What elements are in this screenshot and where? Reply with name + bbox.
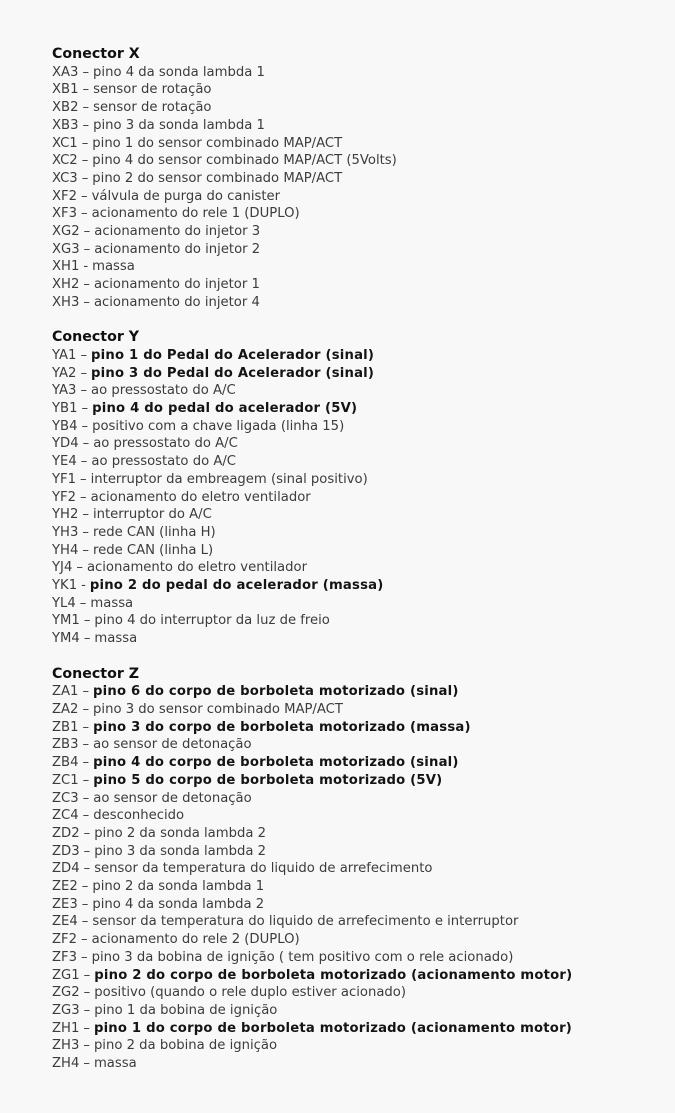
pin-code: ZE4 [52, 914, 78, 930]
pin-code: YA3 [52, 383, 77, 399]
pin-description: pino 3 do corpo de borboleta motorizado (massa) [93, 719, 471, 735]
pin-code: XG3 [52, 241, 80, 257]
pin-row [52, 400, 657, 418]
pin-row [52, 135, 657, 153]
pin-row [52, 931, 657, 949]
pin-row [52, 683, 657, 701]
pin-code: YJ4 [52, 560, 73, 576]
pin-row [52, 913, 657, 931]
pin-row [52, 772, 657, 790]
pin-row [52, 294, 657, 312]
pin-description: ao pressostato do A/C [93, 436, 238, 452]
pin-description: pino 5 do corpo de borboleta motorizado (5V) [93, 772, 443, 788]
pin-row [52, 435, 657, 453]
pin-code: ZD3 [52, 843, 80, 859]
pin-row [52, 896, 657, 914]
pin-separator: – [81, 932, 88, 948]
pin-code: XB2 [52, 100, 79, 116]
pin-separator: – [82, 542, 89, 558]
pin-code: YF2 [52, 489, 77, 505]
pin-code: XH3 [52, 294, 80, 310]
pin-code: ZE3 [52, 896, 78, 912]
pin-description: pino 3 da bobina de ignição ( tem positivo com o rele acionado) [91, 949, 514, 965]
pin-code: ZG2 [52, 985, 80, 1001]
pin-description: pino 1 do sensor combinado MAP/ACT [92, 135, 343, 151]
pin-code: YM4 [52, 631, 80, 647]
pin-description: pino 4 do interruptor da luz de freio [94, 613, 330, 629]
pin-row [52, 188, 657, 206]
pin-description: interruptor da embreagem (sinal positivo) [90, 471, 368, 487]
pin-row [52, 577, 657, 595]
pin-separator: – [82, 755, 90, 771]
pin-description: rede CAN (linha L) [92, 542, 214, 558]
pin-code: YB1 [52, 401, 78, 417]
pin-row [52, 205, 657, 223]
pin-separator: – [82, 684, 90, 700]
pin-separator: – [83, 224, 91, 240]
pin-row [52, 754, 657, 772]
pin-description: pino 4 do sensor combinado MAP/ACT (5Volts) [92, 153, 397, 169]
pin-separator: – [83, 843, 91, 859]
pin-row [52, 701, 657, 719]
pin-separator: – [82, 507, 89, 523]
pin-row [52, 223, 657, 241]
pin-description: sensor de rotação [93, 82, 212, 98]
pin-description: ao sensor de detonação [93, 737, 252, 753]
pin-row [52, 471, 657, 489]
pin-separator: – [80, 365, 88, 381]
pin-description: ao pressostato do A/C [91, 454, 236, 470]
pin-description: pino 1 do Pedal do Acelerador (sinal) [91, 347, 375, 363]
pin-separator: - [81, 578, 86, 594]
pin-code: ZB1 [52, 719, 79, 735]
pin-row [52, 382, 657, 400]
pin-row [52, 64, 657, 82]
pin-row [52, 1020, 657, 1038]
pin-code: YK1 [52, 578, 78, 594]
pin-code: XH2 [52, 277, 80, 293]
pin-description: acionamento do injetor 3 [94, 224, 261, 240]
pin-description: pino 6 do corpo de borboleta motorizado (sinal) [93, 684, 459, 700]
pin-row [52, 1055, 657, 1073]
pin-row [52, 860, 657, 878]
pin-description: pino 4 da sonda lambda 2 [92, 896, 265, 912]
pin-separator: – [83, 1056, 90, 1072]
pin-code: ZC1 [52, 772, 79, 788]
pin-code: YD4 [52, 436, 79, 452]
pin-separator: – [82, 808, 90, 824]
pin-row [52, 418, 657, 436]
pin-code: ZG1 [52, 967, 80, 983]
pin-separator: – [82, 719, 90, 735]
pin-separator: – [82, 100, 90, 116]
pin-code: ZB4 [52, 755, 79, 771]
pin-description: interruptor do A/C [92, 507, 212, 523]
pin-code: ZA2 [52, 701, 79, 717]
pin-row [52, 984, 657, 1002]
pin-description: positivo (quando o rele duplo estiver acionado) [94, 985, 407, 1001]
pin-row [52, 967, 657, 985]
pin-description: acionamento do rele 1 (DUPLO) [91, 206, 300, 222]
pin-code: XH1 [52, 259, 80, 275]
pin-code: ZA1 [52, 684, 79, 700]
pin-separator: – [83, 613, 91, 629]
pin-row [52, 807, 657, 825]
pin-separator: – [81, 896, 89, 912]
pin-code: XC2 [52, 153, 78, 169]
pin-row [52, 736, 657, 754]
pin-description: acionamento do rele 2 (DUPLO) [91, 932, 300, 948]
pin-code: XC3 [52, 170, 78, 186]
pin-description: pino 3 da sonda lambda 2 [94, 843, 267, 859]
pin-row [52, 612, 657, 630]
pin-row [52, 258, 657, 276]
pin-separator: – [80, 383, 88, 399]
pin-code: ZG3 [52, 1002, 80, 1018]
pin-separator: - [83, 259, 89, 275]
pin-description: pino 2 do sensor combinado MAP/ACT [92, 170, 343, 186]
pin-row [52, 506, 657, 524]
pin-row [52, 117, 657, 135]
pin-description: sensor da temperatura do liquido de arrefecimento [94, 861, 433, 877]
pin-row [52, 347, 657, 365]
pin-description: acionamento do injetor 4 [93, 294, 260, 310]
connector-section [52, 666, 657, 1073]
pin-description: acionamento do injetor 1 [93, 277, 260, 293]
pin-code: XF3 [52, 206, 78, 222]
pin-description: positivo com a chave ligada (linha 15) [92, 418, 345, 434]
pin-description: pino 2 da sonda lambda 2 [94, 825, 267, 841]
pin-row [52, 790, 657, 808]
pin-row [52, 489, 657, 507]
pin-separator: – [79, 595, 87, 611]
pin-row [52, 630, 657, 648]
pin-separator: – [83, 294, 90, 310]
pin-code: ZC3 [52, 790, 79, 806]
pin-separator: – [82, 524, 89, 540]
pin-description: pino 2 da bobina de ignição [93, 1038, 278, 1054]
pin-separator: – [81, 153, 89, 169]
pin-row [52, 559, 657, 577]
pin-separator: – [83, 631, 91, 647]
pin-code: YH2 [52, 507, 79, 523]
pin-code: YH3 [52, 524, 79, 540]
pin-description: pino 4 do pedal do acelerador (5V) [92, 401, 358, 417]
pin-separator: – [81, 401, 89, 417]
pin-row [52, 81, 657, 99]
pin-description: ao sensor de detonação [93, 790, 252, 806]
pin-row [52, 524, 657, 542]
pin-code: XA3 [52, 64, 79, 80]
pin-code: YL4 [52, 595, 76, 611]
pin-code: ZD4 [52, 861, 80, 877]
pin-separator: – [81, 949, 88, 965]
pin-code: YF1 [52, 471, 77, 487]
pin-separator: – [83, 1002, 91, 1018]
pin-code: YE4 [52, 454, 77, 470]
pin-row [52, 719, 657, 737]
pin-description: pino 2 da sonda lambda 1 [92, 879, 265, 895]
pin-separator: – [81, 879, 89, 895]
pin-code: YB4 [52, 418, 78, 434]
pin-description: acionamento do eletro ventilador [86, 560, 307, 576]
pin-separator: – [80, 347, 88, 363]
pin-separator: – [80, 489, 87, 505]
pin-row [52, 152, 657, 170]
pin-description: pino 3 do sensor combinado MAP/ACT [93, 701, 343, 717]
pin-code: YA1 [52, 347, 77, 363]
pin-code: XF2 [52, 188, 78, 204]
pin-row [52, 843, 657, 861]
pin-separator: – [82, 436, 90, 452]
pin-row [52, 365, 657, 383]
pin-row [52, 170, 657, 188]
pin-row [52, 949, 657, 967]
pin-code: ZF2 [52, 932, 78, 948]
pin-code: XC1 [52, 135, 78, 151]
section-heading: Conector Y [52, 329, 140, 346]
section-heading: Conector X [52, 46, 140, 62]
pin-code: ZH4 [52, 1056, 80, 1072]
pin-description: sensor de rotação [93, 100, 212, 116]
pin-description: pino 4 da sonda lambda 1 [93, 64, 265, 80]
pin-row [52, 825, 657, 843]
pin-separator: – [83, 241, 91, 257]
pin-description: válvula de purga do canister [91, 188, 281, 204]
pin-description: acionamento do eletro ventilador [90, 489, 311, 505]
pin-description: pino 2 do corpo de borboleta motorizado (acionamento motor) [94, 967, 573, 983]
pin-code: XB3 [52, 117, 79, 133]
pin-description: sensor da temperatura do liquido de arrefecimento e interruptor [92, 914, 519, 930]
pin-separator: – [83, 861, 91, 877]
pin-description: massa [93, 1056, 137, 1072]
pin-separator: – [81, 914, 89, 930]
pin-separator: – [82, 64, 90, 80]
pin-row [52, 542, 657, 560]
pin-code: ZC4 [52, 808, 79, 824]
pin-separator: – [82, 737, 90, 753]
pin-row [52, 99, 657, 117]
pin-row [52, 595, 657, 613]
section-heading: Conector Z [52, 665, 140, 682]
pin-row [52, 1002, 657, 1020]
connector-section [52, 329, 657, 648]
pin-separator: – [82, 701, 90, 717]
pin-code: ZH1 [52, 1020, 80, 1036]
pin-separator: – [83, 1038, 90, 1054]
pin-separator: – [76, 560, 83, 576]
pin-description: pino 1 da bobina de ignição [94, 1002, 278, 1018]
pin-code: XB1 [52, 82, 79, 98]
pin-separator: – [83, 967, 91, 983]
pin-description: pino 4 do corpo de borboleta motorizado (sinal) [93, 755, 459, 771]
pin-code: ZE2 [52, 879, 78, 895]
pin-separator: – [81, 418, 89, 434]
pin-separator: – [81, 170, 89, 186]
pin-row [52, 276, 657, 294]
pin-separator: – [83, 1020, 90, 1036]
pin-separator: – [83, 277, 90, 293]
pin-separator: – [82, 790, 90, 806]
pin-separator: – [82, 117, 90, 133]
pin-code: ZH3 [52, 1038, 80, 1054]
pin-separator: – [81, 206, 88, 222]
pin-separator: – [82, 772, 90, 788]
pin-description: massa [92, 259, 135, 275]
pin-description: pino 1 do corpo de borboleta motorizado (acionamento motor) [93, 1020, 572, 1036]
pin-description: pino 3 da sonda lambda 1 [93, 117, 265, 133]
pin-code: ZF3 [52, 949, 78, 965]
pin-code: YH4 [52, 542, 79, 558]
pin-separator: – [80, 471, 87, 487]
pin-code: YA2 [52, 365, 77, 381]
pin-separator: – [80, 454, 88, 470]
pin-code: ZD2 [52, 825, 80, 841]
pin-description: desconhecido [93, 808, 185, 824]
pin-description: massa [94, 631, 138, 647]
pin-separator: – [82, 82, 90, 98]
connector-section [52, 46, 657, 312]
pin-row [52, 241, 657, 259]
pin-row [52, 1037, 657, 1055]
pin-description: pino 2 do pedal do acelerador (massa) [89, 578, 384, 594]
pin-row [52, 453, 657, 471]
pin-description: pino 3 do Pedal do Acelerador (sinal) [91, 365, 375, 381]
pin-description: massa [90, 595, 134, 611]
pin-separator: – [83, 985, 91, 1001]
pin-code: YM1 [52, 613, 80, 629]
pin-description: rede CAN (linha H) [92, 524, 216, 540]
pin-separator: – [81, 188, 88, 204]
pin-description: ao pressostato do A/C [91, 383, 236, 399]
pin-description: acionamento do injetor 2 [94, 241, 261, 257]
pin-separator: – [81, 135, 89, 151]
pin-code: XG2 [52, 224, 80, 240]
pin-separator: – [83, 825, 91, 841]
pin-row [52, 878, 657, 896]
pin-code: ZB3 [52, 737, 79, 753]
